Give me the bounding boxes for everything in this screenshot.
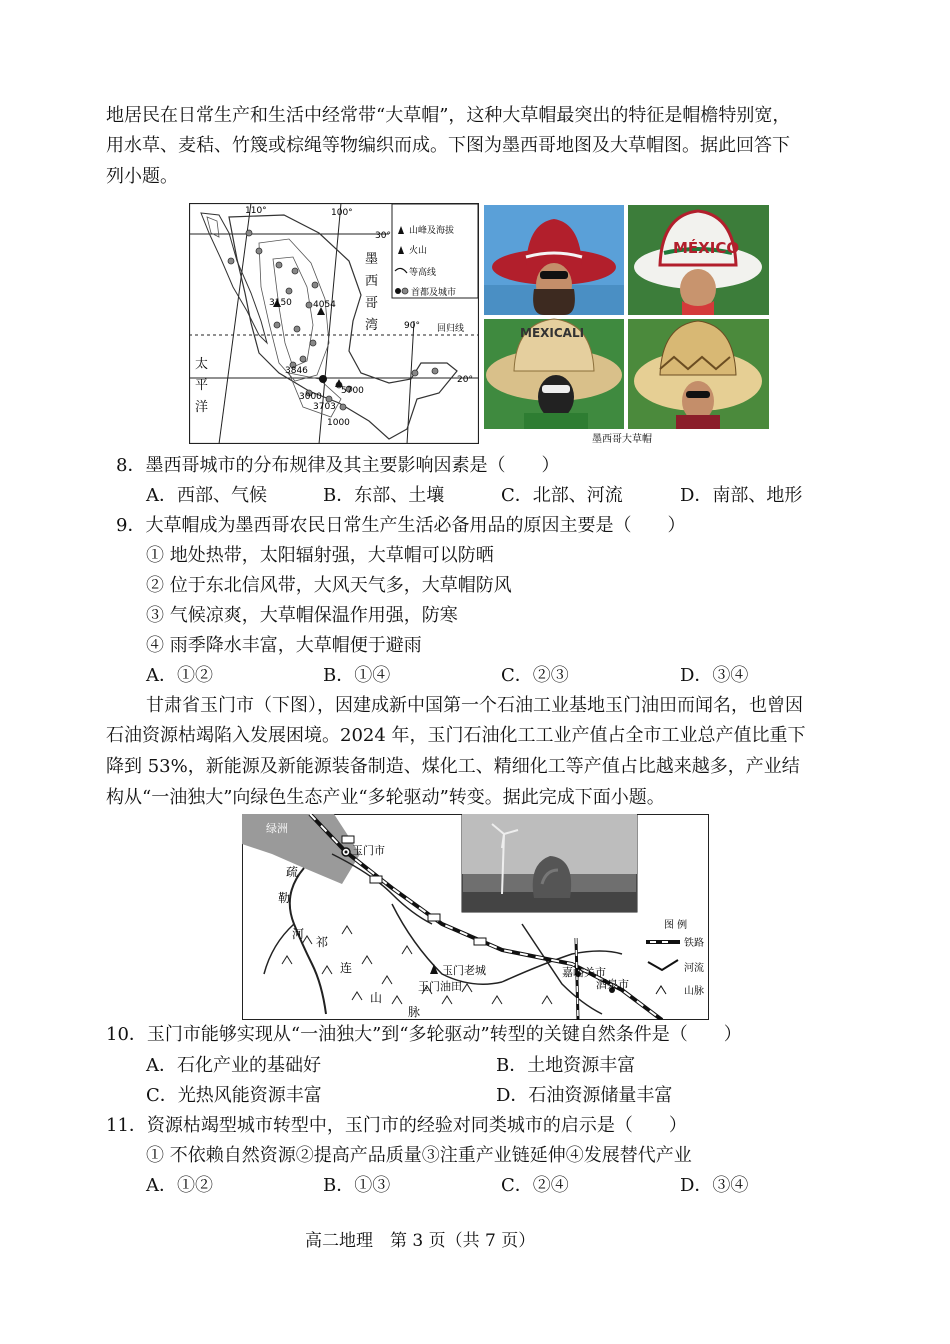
q9-option-b: B．①④ xyxy=(323,665,391,686)
q10-option-c: C．光热风能资源丰富 xyxy=(146,1085,322,1106)
svg-text:火山: 火山 xyxy=(409,246,428,256)
svg-text:90°: 90° xyxy=(404,321,420,331)
svg-text:勒: 勒 xyxy=(278,891,291,905)
svg-text:铁路: 铁路 xyxy=(684,938,704,949)
intro-line-2: 用水草、麦秸、竹篾或棕绳等物编织而成。下图为墨西哥地图及大草帽图。据此回答下 xyxy=(106,135,790,156)
svg-text:洋: 洋 xyxy=(195,400,209,415)
intro-line-1: 地居民在日常生产和生活中经常带“大草帽”，这种大草帽最突出的特征是帽檐特别宽， xyxy=(106,105,791,126)
svg-text:湾: 湾 xyxy=(365,318,379,333)
q11-option-b: B．①③ xyxy=(323,1175,391,1196)
svg-text:玉门油田: 玉门油田 xyxy=(418,980,462,993)
svg-text:3150: 3150 xyxy=(269,298,292,308)
svg-text:3846: 3846 xyxy=(285,366,308,376)
svg-text:河流: 河流 xyxy=(684,963,704,974)
svg-text:绿洲: 绿洲 xyxy=(266,822,288,835)
q9-statement-3: ③ 气候凉爽，大草帽保温作用强，防寒 xyxy=(146,605,458,626)
passage2-line-1: 甘肃省玉门市（下图），因建成新中国第一个石油工业基地玉门油田而闻名，也曾因 xyxy=(146,695,803,716)
q11-option-c: C．②④ xyxy=(501,1175,569,1196)
q9-stem: 9．大草帽成为墨西哥农民日常生产生活必备用品的原因主要是（ ） xyxy=(116,515,686,536)
svg-text:110°: 110° xyxy=(245,206,267,216)
q9-statement-1: ① 地处热带，太阳辐射强，大草帽可以防晒 xyxy=(146,545,494,566)
svg-text:墨: 墨 xyxy=(365,252,379,267)
svg-text:回归线: 回归线 xyxy=(437,324,465,334)
sombrero-caption: 墨西哥大草帽 xyxy=(592,434,652,445)
sombrero-photo-1 xyxy=(484,205,624,315)
sombrero-photo-2 xyxy=(628,205,769,315)
q9-option-d: D．③④ xyxy=(680,665,749,686)
svg-text:MÉXICO: MÉXICO xyxy=(673,239,740,257)
svg-text:首都及城市: 首都及城市 xyxy=(411,288,457,298)
svg-text:河: 河 xyxy=(292,927,305,941)
svg-text:嘉峪关市: 嘉峪关市 xyxy=(562,966,606,979)
q9-option-a: A．①② xyxy=(146,665,213,686)
q11-statement-1: ① 不依赖自然资源②提高产品质量③注重产业链延伸④发展替代产业 xyxy=(146,1145,692,1166)
passage2-line-2: 石油资源枯竭陷入发展困境。2024 年，玉门石油化工工业产值占全市工业总产值比重下 xyxy=(106,725,806,746)
q10-option-a: A．石化产业的基础好 xyxy=(146,1055,321,1076)
q10-option-d: D．石油资源储量丰富 xyxy=(496,1085,673,1106)
intro-line-3: 列小题。 xyxy=(106,166,178,187)
svg-text:平: 平 xyxy=(195,378,209,393)
q8-stem: 8．墨西哥城市的分布规律及其主要影响因素是（ ） xyxy=(116,455,560,476)
svg-text:20°: 20° xyxy=(457,375,473,385)
svg-text:等高线: 等高线 xyxy=(409,268,437,278)
q11-option-d: D．③④ xyxy=(680,1175,749,1196)
svg-text:4054: 4054 xyxy=(313,300,336,310)
passage2-line-3: 降到 53%，新能源及新能源装备制造、煤化工、精细化工等产值占比越来越多，产业结 xyxy=(106,756,800,777)
svg-text:山: 山 xyxy=(370,991,383,1005)
q10-option-b: B．土地资源丰富 xyxy=(496,1055,636,1076)
q11-stem: 11．资源枯竭型城市转型中，玉门市的经验对同类城市的启示是（ ） xyxy=(106,1115,687,1136)
svg-text:100°: 100° xyxy=(331,208,353,218)
q9-statement-4: ④ 雨季降水丰富，大草帽便于避雨 xyxy=(146,635,422,656)
sombrero-photo-4 xyxy=(628,319,769,429)
sombrero-photo-3 xyxy=(484,319,624,429)
passage2-line-4: 构从“一油独大”向绿色生态产业“多轮驱动”转变。据此完成下面小题。 xyxy=(106,787,665,808)
svg-text:1000: 1000 xyxy=(327,418,350,428)
svg-text:脉: 脉 xyxy=(408,1005,421,1019)
svg-text:3000: 3000 xyxy=(299,392,322,402)
yumen-map-figure xyxy=(242,814,709,1020)
svg-text:MEXICALI: MEXICALI xyxy=(520,326,585,340)
svg-text:5700: 5700 xyxy=(341,386,364,396)
svg-text:3703: 3703 xyxy=(313,402,336,412)
q8-option-a: A．西部、气候 xyxy=(146,485,267,506)
sombrero-photo-collage xyxy=(484,205,769,449)
svg-text:太: 太 xyxy=(195,357,209,372)
svg-text:哥: 哥 xyxy=(365,296,379,311)
svg-text:玉门老城: 玉门老城 xyxy=(442,964,486,977)
q8-option-b: B．东部、土壤 xyxy=(323,485,445,506)
q11-option-a: A．①② xyxy=(146,1175,213,1196)
wind-turbine-photo xyxy=(462,814,637,912)
q10-stem: 10．玉门市能够实现从“一油独大”到“多轮驱动”转型的关键自然条件是（ ） xyxy=(106,1024,742,1045)
svg-text:西: 西 xyxy=(365,274,379,289)
q9-statement-2: ② 位于东北信风带，大风天气多，大草帽防风 xyxy=(146,575,512,596)
q8-option-d: D．南部、地形 xyxy=(680,485,803,506)
svg-text:连: 连 xyxy=(340,961,353,975)
svg-text:酒泉市: 酒泉市 xyxy=(596,978,629,991)
svg-text:30°: 30° xyxy=(375,231,391,241)
svg-text:祁: 祁 xyxy=(316,935,329,949)
svg-text:疏: 疏 xyxy=(286,865,299,879)
page-footer: 高二地理 第 3 页（共 7 页） xyxy=(305,1231,536,1251)
svg-text:山峰及海拔: 山峰及海拔 xyxy=(409,226,455,236)
svg-text:山脉: 山脉 xyxy=(684,986,704,997)
svg-text:图 例: 图 例 xyxy=(664,920,688,931)
q9-option-c: C．②③ xyxy=(501,665,569,686)
svg-text:玉门市: 玉门市 xyxy=(352,844,385,857)
mexico-map-figure xyxy=(189,203,479,444)
q8-option-c: C．北部、河流 xyxy=(501,485,623,506)
